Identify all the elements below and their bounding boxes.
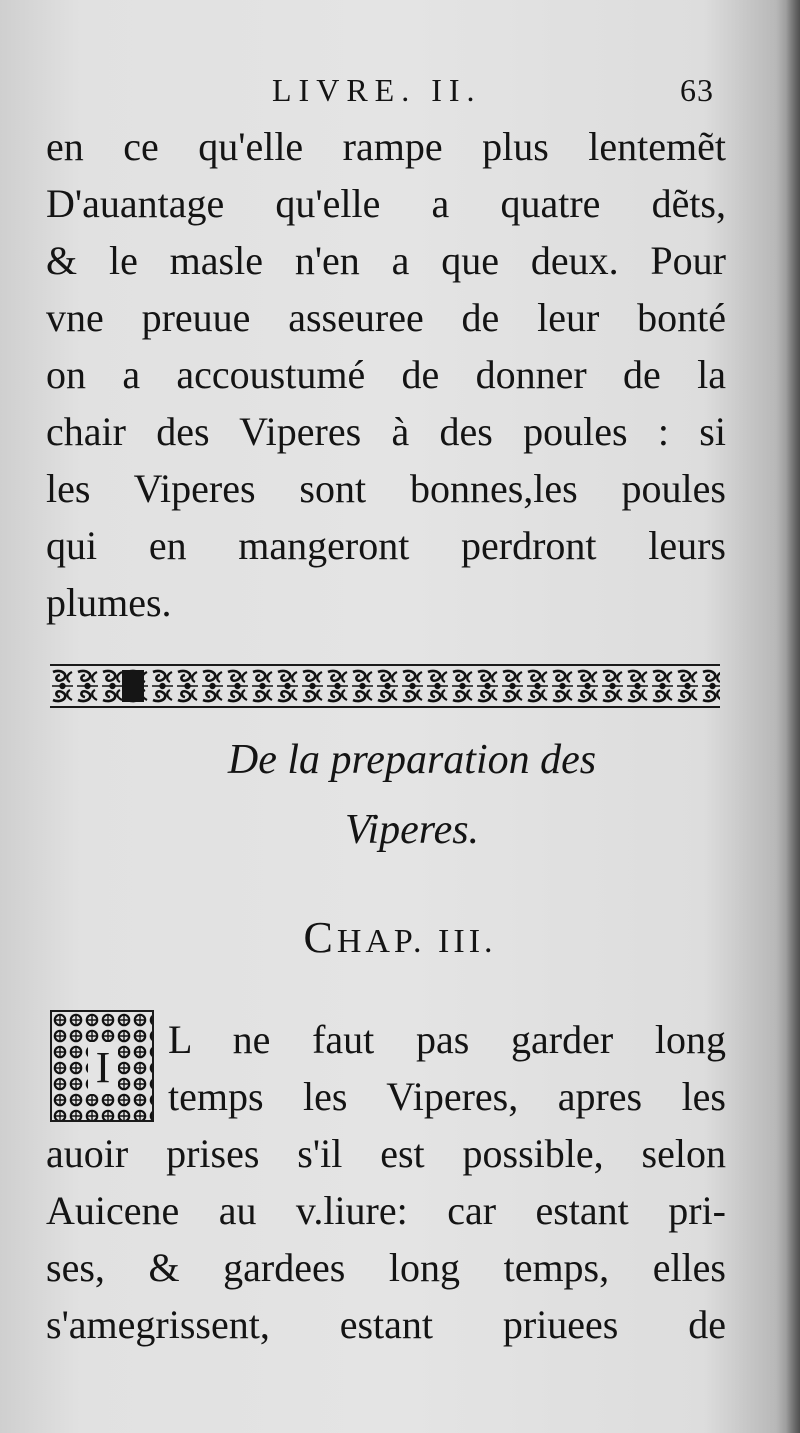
text-line: vne preuue asseuree de leur bonté	[46, 295, 726, 340]
text-line: on a accoustumé de donner de la	[46, 352, 726, 397]
paragraph-2-indented	[168, 1011, 726, 1125]
section-title-line-2: Viperes.	[344, 807, 480, 853]
running-head-title: LIVRE. II.	[272, 72, 482, 108]
text-line: L ne faut pas garder long	[168, 1017, 726, 1062]
text-line: & le masle n'en a que deux. Pour	[46, 238, 726, 283]
text-line: qui en mangeront perdront leurs	[46, 523, 726, 568]
text-line: les Viperes sont bonnes,les poules	[46, 466, 726, 511]
chapter-heading-rest: HAP. III.	[336, 923, 497, 960]
ornamental-drop-cap	[50, 1010, 154, 1122]
drop-cap-letter: I	[88, 1042, 118, 1094]
text-line: s'amegrissent, estant priuees de	[46, 1302, 726, 1347]
chapter-heading-initial: C	[303, 913, 337, 962]
running-head	[0, 72, 800, 112]
page-number: 63	[680, 72, 714, 108]
fleuron-pattern	[50, 666, 720, 706]
paragraph-1	[46, 118, 726, 631]
text-line: D'auantage qu'elle a quatre dẽts,	[46, 181, 726, 226]
text-line: chair des Viperes à des poules : si	[46, 409, 726, 454]
text-line: auoir prises s'il est possible, selon	[46, 1131, 726, 1176]
fleuron-ornament-band	[50, 664, 720, 708]
chapter-heading	[0, 912, 800, 963]
paragraph-2	[46, 1125, 726, 1353]
text-line: en ce qu'elle rampe plus lentemẽt	[46, 124, 726, 169]
text-line: plumes.	[46, 580, 172, 625]
section-title-line-1: De la preparation des	[227, 737, 597, 783]
text-line: Auicene au v.liure: car estant pri-	[46, 1188, 726, 1233]
text-line: temps les Viperes, apres les	[168, 1074, 726, 1119]
text-line: ses, & gardees long temps, elles	[46, 1245, 726, 1290]
